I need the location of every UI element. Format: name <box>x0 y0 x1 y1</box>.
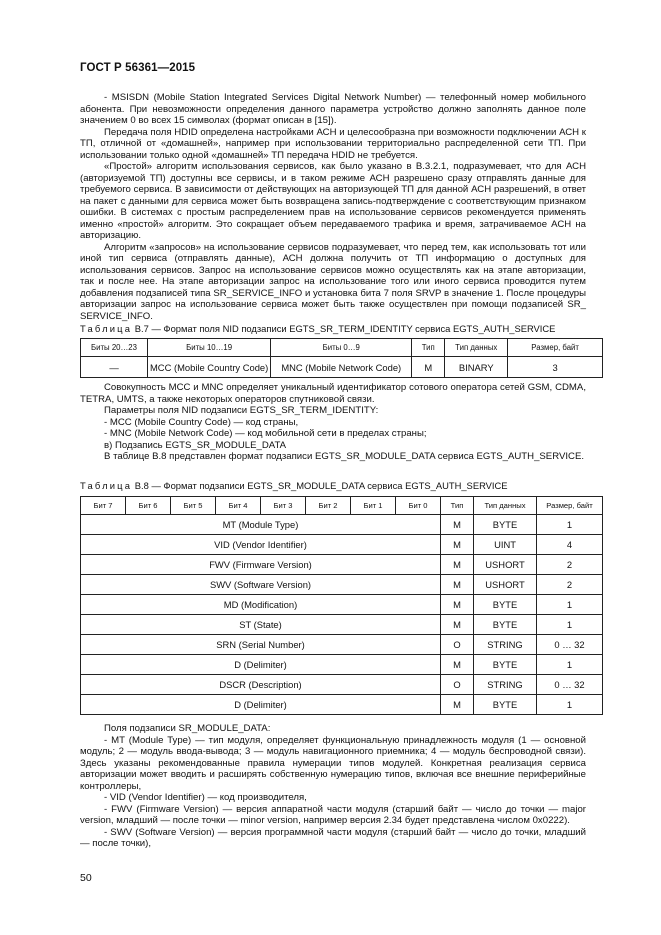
field-type-cell: M <box>441 555 474 575</box>
text-block-1 <box>80 92 586 322</box>
table-row <box>81 655 603 675</box>
field-dtype-cell: BYTE <box>474 515 537 535</box>
table-header-cell: Тип <box>441 497 474 515</box>
table-7 <box>80 338 603 378</box>
field-size-cell: 4 <box>537 535 603 555</box>
field-dtype-cell: STRING <box>474 635 537 655</box>
field-name-cell: MT (Module Type) <box>81 515 441 535</box>
paragraph: В таблице В.8 представлен формат подзаписи EGTS_SR_MODULE_DATA сервиса EGTS_AUTH_SERVICE. <box>104 451 585 462</box>
paragraph: - SWV (Software Version) — версия программной части модуля (старший байт — число до точки, младший — после точки), <box>80 826 586 849</box>
field-dtype-cell: BYTE <box>474 595 537 615</box>
paragraph: Алгоритм «запросов» на использование сервисов подразумевает, что перед тем, как использовать тот или иной тип сервиса (отправлять данные), АСН должна получить от ТП информацию о доступных для использования сервисов. Запрос на использование сервисов можно осуществлять как на этапе авторизации, так и после нее. На этапе авторизации запрос на использование того или иного сервиса проводится путем добавления подзаписей типа SR_SERVICE_INFO и установка бита 7 поля SRVP в значение 1. После процедуры авторизации запрос на использование сервиса может быть также осуществлен при помощи подзаписей SR_ SERVICE_INFO. <box>80 241 586 322</box>
field-type-cell: M <box>441 595 474 615</box>
field-size-cell: 1 <box>537 615 603 635</box>
table-row <box>81 535 603 555</box>
field-type-cell: M <box>441 655 474 675</box>
paragraph: «Простой» алгоритм использования сервисов, как было указано в В.3.2.1, подразумевает, что для АСН (авторизуемой ТП) доступны все сервисы, и в таком режиме АСН разрешено сразу отправлять данные для требуемого сервиса. В зависимости от действующих на авторизующей ТП для данной АСН разрешений, в ответ на пакет с данными для сервиса может быть возвращена запись-подтверждение с соответствующим признаком ошибки. В системах с простым распределением прав на использование сервисов рекомендуется применять именно «простой» алгоритм. Это сокращает объем передаваемого трафика и время, затрачиваемое АСН на авторизацию. <box>80 161 586 241</box>
table-row <box>81 575 603 595</box>
field-dtype-cell: BYTE <box>474 695 537 715</box>
field-dtype-cell: BYTE <box>474 615 537 635</box>
table-cell: 3 <box>508 357 603 378</box>
field-name-cell: MD (Modification) <box>81 595 441 615</box>
field-size-cell: 1 <box>537 655 603 675</box>
table-cell: MNC (Mobile Network Code) <box>271 357 412 378</box>
paragraph: Совокупность MCC и MNC определяет уникальный идентификатор сотового оператора сетей GSM, CDMA, TETRA, UMTS, а также некоторых операторов спутниковой связи. <box>80 382 586 405</box>
table-header-cell: Бит 4 <box>216 497 261 515</box>
table-header-cell: Размер, байт <box>508 339 603 357</box>
text-block-3 <box>80 723 586 850</box>
field-size-cell: 1 <box>537 595 603 615</box>
field-dtype-cell: BYTE <box>474 655 537 675</box>
field-name-cell: ST (State) <box>81 615 441 635</box>
table-header-cell: Бит 1 <box>351 497 396 515</box>
caption-prefix: Таблица <box>80 323 133 334</box>
table-row <box>81 595 603 615</box>
table-7-caption <box>80 323 555 334</box>
field-type-cell: M <box>441 615 474 635</box>
table-row <box>81 695 603 715</box>
field-name-cell: FWV (Firmware Version) <box>81 555 441 575</box>
paragraph: - FWV (Firmware Version) — версия аппаратной части модуля (старший байт — число до точки — major version, младший — после точки — minor version, например версия 2.34 будет представлена числом 0x0222). <box>80 803 586 826</box>
field-type-cell: O <box>441 675 474 695</box>
table-cell: MCC (Mobile Country Code) <box>148 357 271 378</box>
caption-text: В.7 — Формат поля NID подзаписи EGTS_SR_TERM_IDENTITY сервиса EGTS_AUTH_SERVICE <box>134 323 556 334</box>
table-header-cell: Бит 6 <box>126 497 171 515</box>
table-cell: M <box>412 357 445 378</box>
table-header-cell: Бит 2 <box>306 497 351 515</box>
text-block-2 <box>80 382 586 463</box>
caption-text: В.8 — Формат подзаписи EGTS_SR_MODULE_DATA сервиса EGTS_AUTH_SERVICE <box>134 480 508 491</box>
field-size-cell: 1 <box>537 515 603 535</box>
table-cell: BINARY <box>445 357 508 378</box>
table-row <box>81 615 603 635</box>
field-type-cell: O <box>441 635 474 655</box>
paragraph: в) Подзапись EGTS_SR_MODULE_DATA <box>104 439 286 451</box>
paragraph: Параметры поля NID подзаписи EGTS_SR_TERM_IDENTITY: <box>104 405 379 416</box>
field-name-cell: D (Delimiter) <box>81 655 441 675</box>
field-size-cell: 0 … 32 <box>537 635 603 655</box>
field-name-cell: D (Delimiter) <box>81 695 441 715</box>
field-dtype-cell: UINT <box>474 535 537 555</box>
paragraph: - MT (Module Type) — тип модуля, определяет функциональную принадлежность модуля (1 — основной модуль; 2 — модуль ввода-вывода; 3 — модуль навигационного приемника; 4 — модуль беспроводной связи). Здесь указаны рекомендованные правила нумерации типов модулей. Конкретная реализация сервиса авторизации может вводить и расширять собственную нумерацию типов, включая все внешние периферийные контроллеры, <box>80 734 586 792</box>
field-name-cell: VID (Vendor Identifier) <box>81 535 441 555</box>
table-header-cell: Биты 10…19 <box>148 339 271 357</box>
paragraph: - MSISDN (Mobile Station Integrated Services Digital Network Number) — телефонный номер мобильного абонента. При невозможности определения данного параметра устройство должно заполнять данное поле значением 0 во всех 15 символах (формат описан в [15]). <box>80 92 586 126</box>
table-header-cell: Тип данных <box>445 339 508 357</box>
field-type-cell: M <box>441 575 474 595</box>
paragraph: - MNC (Mobile Network Code) — код мобильной сети в пределах страны; <box>104 428 427 439</box>
table-header-cell: Бит 5 <box>171 497 216 515</box>
paragraph: - MCC (Mobile Country Code) — код страны, <box>104 416 299 428</box>
field-type-cell: M <box>441 515 474 535</box>
table-row <box>81 675 603 695</box>
table-header-cell: Размер, байт <box>537 497 603 515</box>
field-type-cell: M <box>441 695 474 715</box>
field-size-cell: 2 <box>537 575 603 595</box>
field-name-cell: SRN (Serial Number) <box>81 635 441 655</box>
field-dtype-cell: USHORT <box>474 575 537 595</box>
field-type-cell: M <box>441 535 474 555</box>
table-8 <box>80 496 603 715</box>
paragraph: Передача поля HDID определена настройками АСН и целесообразна при возможности подключении АСН к ТП, отличной от «домашней», например при использовании территориально распределенной сети ТП. При использовании только одной «домашней» ТП передача HDID не требуется. <box>80 126 586 161</box>
table-header-cell: Бит 7 <box>81 497 126 515</box>
table-8-caption <box>80 480 508 491</box>
table-header-cell: Бит 0 <box>396 497 441 515</box>
field-name-cell: SWV (Software Version) <box>81 575 441 595</box>
field-dtype-cell: STRING <box>474 675 537 695</box>
table-header-cell: Тип <box>412 339 445 357</box>
table-row <box>81 357 603 378</box>
table-cell: — <box>81 357 148 378</box>
paragraph: - VID (Vendor Identifier) — код производителя, <box>104 792 307 803</box>
field-size-cell: 0 … 32 <box>537 675 603 695</box>
table-row <box>81 635 603 655</box>
document-header: ГОСТ Р 56361—2015 <box>80 62 196 74</box>
caption-prefix: Таблица <box>80 480 133 491</box>
table-header-cell: Тип данных <box>474 497 537 515</box>
paragraph: Поля подзаписи SR_MODULE_DATA: <box>104 723 271 734</box>
table-header-cell: Биты 20…23 <box>81 339 148 357</box>
table-header-cell: Бит 3 <box>261 497 306 515</box>
page-number: 50 <box>80 872 92 884</box>
field-size-cell: 1 <box>537 695 603 715</box>
field-dtype-cell: USHORT <box>474 555 537 575</box>
table-row <box>81 515 603 535</box>
table-row <box>81 555 603 575</box>
table-header-cell: Биты 0…9 <box>271 339 412 357</box>
field-size-cell: 2 <box>537 555 603 575</box>
field-name-cell: DSCR (Description) <box>81 675 441 695</box>
